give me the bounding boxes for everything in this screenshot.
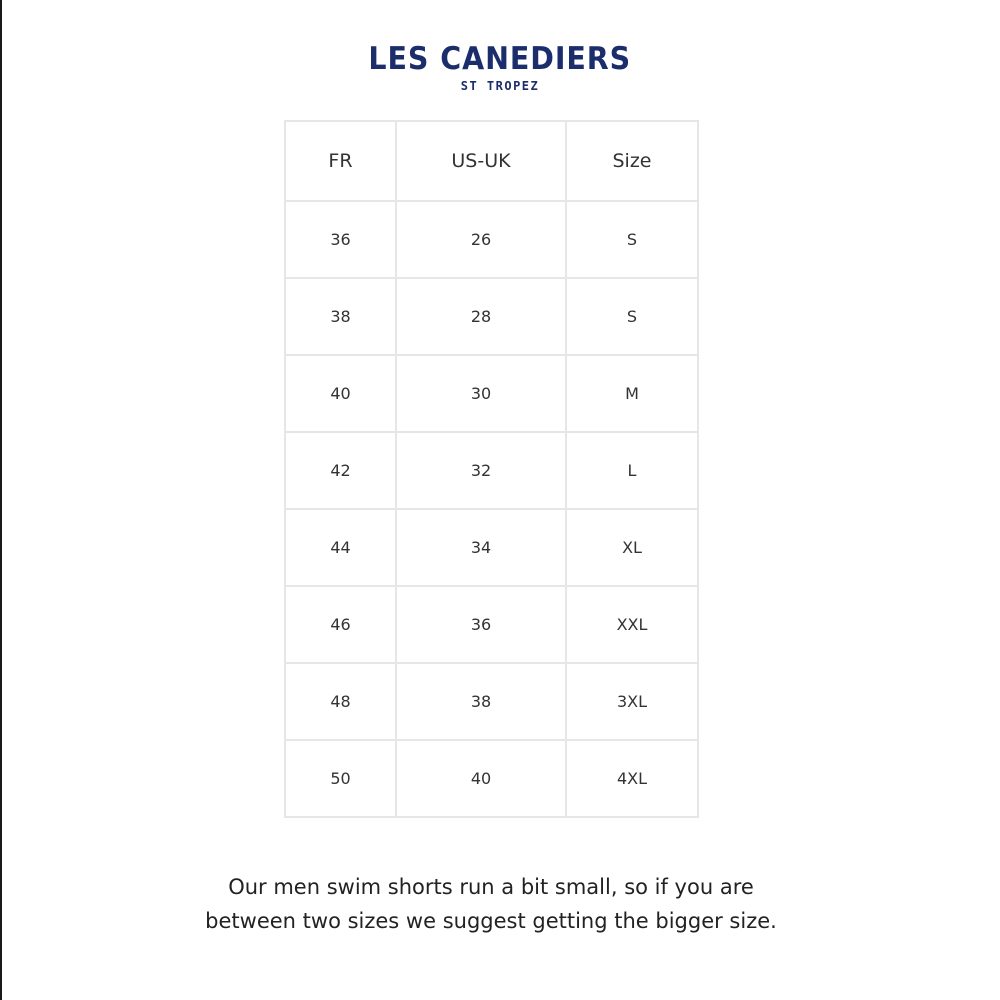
cell-us-uk: 30 bbox=[396, 355, 566, 432]
cell-size: M bbox=[566, 355, 698, 432]
cell-us-uk: 32 bbox=[396, 432, 566, 509]
size-chart-table bbox=[284, 120, 699, 818]
cell-us-uk: 26 bbox=[396, 201, 566, 278]
cell-us-uk: 34 bbox=[396, 509, 566, 586]
table-row bbox=[285, 432, 698, 509]
table-row bbox=[285, 740, 698, 817]
cell-fr: 46 bbox=[285, 586, 396, 663]
brand-logo bbox=[0, 40, 1000, 94]
left-border bbox=[0, 0, 2, 1000]
table-row bbox=[285, 355, 698, 432]
cell-fr: 40 bbox=[285, 355, 396, 432]
cell-fr: 50 bbox=[285, 740, 396, 817]
cell-us-uk: 36 bbox=[396, 586, 566, 663]
header-size: Size bbox=[566, 121, 698, 201]
cell-us-uk: 38 bbox=[396, 663, 566, 740]
cell-fr: 42 bbox=[285, 432, 396, 509]
cell-fr: 44 bbox=[285, 509, 396, 586]
cell-size: S bbox=[566, 201, 698, 278]
cell-size: S bbox=[566, 278, 698, 355]
cell-size: L bbox=[566, 432, 698, 509]
table-row bbox=[285, 663, 698, 740]
brand-location: ST TROPEZ bbox=[460, 79, 540, 93]
cell-us-uk: 40 bbox=[396, 740, 566, 817]
table-header-row bbox=[285, 121, 698, 201]
header-us-uk: US-UK bbox=[396, 121, 566, 201]
sizing-note: Our men swim shorts run a bit small, so if you are between two sizes we suggest getting the bigger size. bbox=[205, 875, 777, 933]
cell-size: 3XL bbox=[566, 663, 698, 740]
table-row bbox=[285, 278, 698, 355]
table-row bbox=[285, 509, 698, 586]
cell-fr: 48 bbox=[285, 663, 396, 740]
cell-size: 4XL bbox=[566, 740, 698, 817]
cell-size: XXL bbox=[566, 586, 698, 663]
cell-us-uk: 28 bbox=[396, 278, 566, 355]
table-row bbox=[285, 201, 698, 278]
table-row bbox=[285, 586, 698, 663]
cell-size: XL bbox=[566, 509, 698, 586]
brand-name: LES CANEDIERS bbox=[368, 41, 632, 77]
header-fr: FR bbox=[285, 121, 396, 201]
cell-fr: 38 bbox=[285, 278, 396, 355]
cell-fr: 36 bbox=[285, 201, 396, 278]
